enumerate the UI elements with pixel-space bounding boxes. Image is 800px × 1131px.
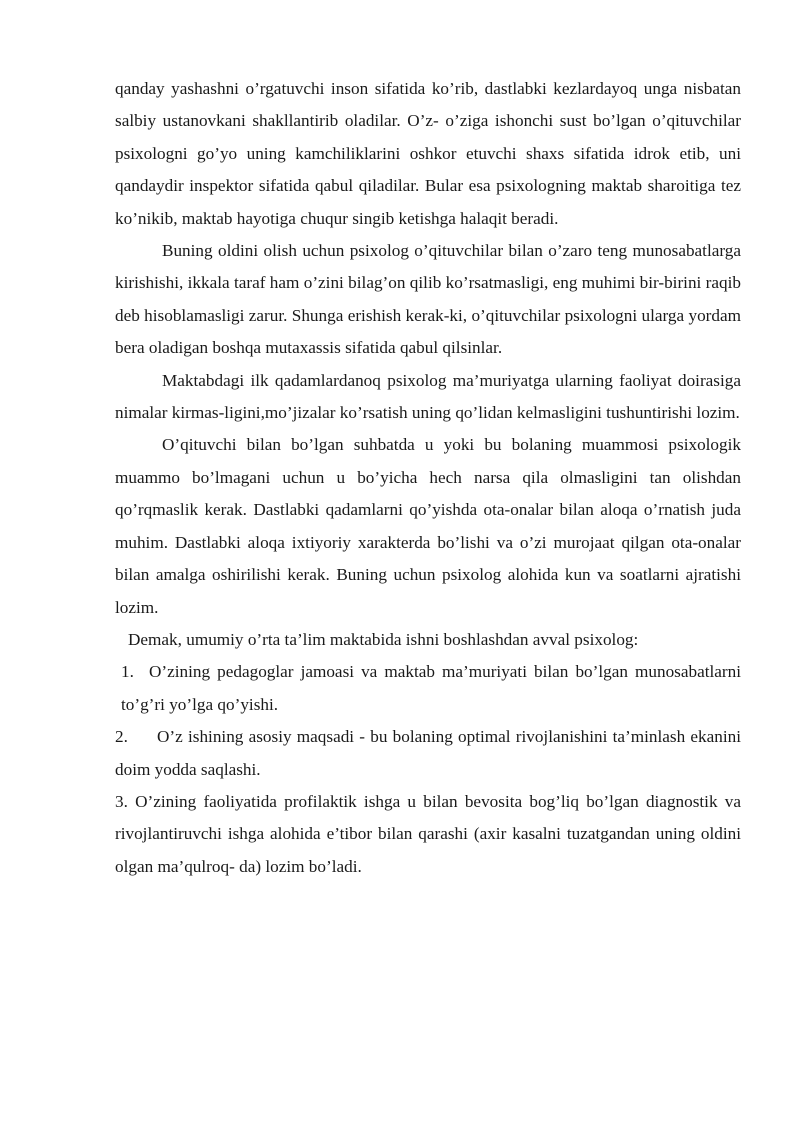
list-item-number: 2. (115, 727, 128, 747)
list-item-text: O’z ishining asosiy maqsadi - bu bolaning optimal rivojlanishini ta’minlash ekanini doim yodda saqlashi. (115, 727, 741, 779)
paragraph-summary-lead: Demak, umumiy o’rta ta’lim maktabida ishni boshlashdan avval psixolog: (128, 629, 639, 649)
list-item-3 (115, 786, 741, 883)
paragraph-teacher-conversation: O’qituvchi bilan bo’lgan suhbatda u yoki bu bolaning muammosi psixologik muammo bo’lmagani uchun u bo’yicha hech narsa qila olmasligini tan olishdan qo’rqmaslik kerak. Dastlabki qadamlarni qo’yishda ota-onalar bilan aloqa o’rnatish juda muhim. Dastlabki aloqa ixtiyoriy xarakterda bo’lishi va o’zi murojaat qilgan ota-onalar bilan amalga oshirilishi kerak. Buning uchun psixolog alohida kun va soatlarni ajratishi lozim. (115, 435, 741, 617)
list-item-text: O’zining faoliyatida profilaktik ishga u bilan bevosita bog’liq bo’lgan diagnostik va rivojlantiruvchi ishga alohida e’tibor bilan qarashi (axir kasalni tuzatgandan uning oldini olgan ma’qulroq- da) lozim bo’ladi. (115, 791, 741, 876)
paragraph-intro: qanday yashashni o’rgatuvchi inson sifatida ko’rib, dastlabki kezlardayoq unga nisbatan salbiy ustanovkani shakllantirib oladilar. O’z- o’ziga ishonchi sust bo’lgan o’qituvchilar psixologni go’yo uning kamchiliklarini oshkor etuvchi shaxs sifatida idrok etib, uni qandaydir inspektor sifatida qabul qiladilar. Bular esa psixologning maktab sharoitiga tez ko’nikib, maktab hayotiga chuqur singib ketishga halaqit beradi. (115, 79, 741, 228)
list-item-text: O’zining pedagoglar jamoasi va maktab ma’muriyati bilan bo’lgan munosabatlarni to’g’ri yo’lga qo’yishi. (121, 662, 741, 714)
list-item-2 (115, 721, 741, 786)
list-item-number: 1. (121, 662, 134, 682)
list-item-1 (121, 656, 741, 721)
paragraph-administration: Maktabdagi ilk qadamlardanoq psixolog ma’muriyatga ularning faoliyat doirasiga nimalar kirmas-ligini,mo’jizalar ko’rsatish uning qo’lidan kelmasligini tushuntirishi lozim. (115, 370, 741, 423)
document-page (115, 73, 741, 883)
paragraph-equal-relations: Buning oldini olish uchun psixolog o’qituvchilar bilan o’zaro teng munosabatlarga kirishishi, ikkala taraf ham o’zini bilag’on qilib ko’rsatmasligi, eng muhimi bir-birini raqib deb hisoblamasligi zarur. Shunga erishish kerak-ki, o’qituvchilar psixologni ularga yordam bera oladigan boshqa mutaxassis sifatida qabul qilsinlar. (115, 241, 741, 358)
list-item-number: 3. (115, 791, 128, 811)
